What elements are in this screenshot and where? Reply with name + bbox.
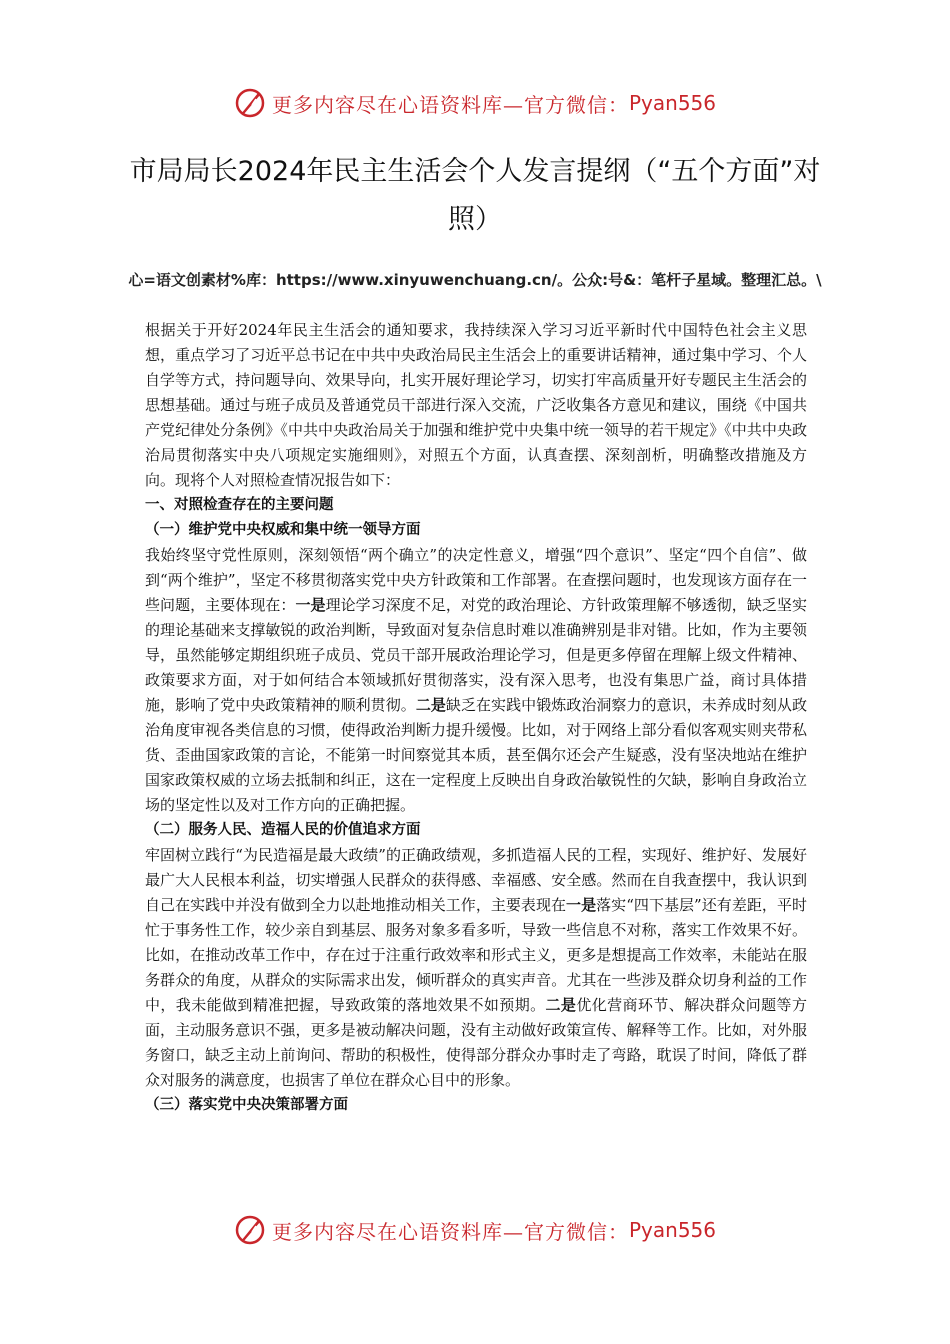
paragraph-2-part-b: 落实“四下基层”还有差距，平时忙于事务性工作，较少亲自到基层、服务对象多看多听，导致一些信息不对称，落实工作效果不好。比如，在推动改革工作中，存在过于注重行政效率和形式主义，更多是想提高工作效率，未能站在服务群众的角度，从群众的实际需求出发，倾听群众的真实声音。尤其在一些涉及群众切身利益的工作中，我未能做到精准把握，导致政策的落地效果不如预期。 bbox=[145, 896, 807, 1014]
paragraph-2-part-c: 优化营商环节、解决群众问题等方面，主动服务意识不强，更多是被动解决问题，没有主动做好政策宣传、解释等工作。比如，对外服务窗口，缺乏主动上前询问、帮助的积极性，使得部分群众办事时走了弯路，耽误了时间，降低了群众对服务的满意度，也损害了单位在群众心目中的形象。 bbox=[145, 996, 807, 1089]
paragraph-1-part-b: 理论学习深度不足，对党的政治理论、方针政策理解不够透彻，缺乏坚实的理论基础来支撑敏锐的政治判断，导致面对复杂信息时难以准确辨别是非对错。比如，作为主要领导，虽然能够定期组织班子成员、党员干部开展政治理论学习，但是更多停留在理解上级文件精神、政策要求方面，对于如何结合本领域抓好贯彻落实，没有深入思考，也没有集思广益，商讨具体措施，影响了党中央政策精神的顺利贯彻。 bbox=[145, 596, 807, 714]
quill-pen-logo-icon bbox=[234, 87, 266, 119]
bottom-banner bbox=[0, 1210, 950, 1250]
paragraph-2-marker-2: 二是 bbox=[545, 996, 577, 1014]
intro-paragraph: 根据关于开好2024年民主生活会的通知要求，我持续深入学习习近平新时代中国特色社会主义思想，重点学习了习近平总书记在中共中央政治局民主生活会上的重要讲话精神，通过集中学习、个人自学等方式，持问题导向、效果导向，扎实开展好理论学习，切实打牢高质量开好专题民主生活会的思想基础。通过与班子成员及普通党员干部进行深入交流，广泛收集各方意见和建议，围绕《中国共产党纪律处分条例》《中共中央政治局关于加强和维护党中央集中统一领导的若干规定》《中共中央政治局贯彻落实中央八项规定实施细则》，对照五个方面，认真查摆、深刻剖析，明确整改措施及方向。现将个人对照检查情况报告如下： bbox=[145, 321, 807, 489]
source-line: 心=语文创素材%库：https://www.xinyuwenchuang.cn/。公众:号&：笔杆子星域。整理汇总。\ bbox=[128, 271, 822, 289]
document-body bbox=[145, 318, 807, 1118]
document-title: 市局局长2024年民主生活会个人发言提纲（“五个方面”对照） bbox=[129, 156, 821, 235]
subsection-heading-2: （二）服务人民、造福人民的价值追求方面 bbox=[145, 822, 421, 838]
paragraph-1-marker-1: 一是 bbox=[295, 596, 326, 614]
paragraph-2-marker-1: 一是 bbox=[566, 896, 597, 914]
top-banner bbox=[0, 83, 950, 123]
banner-text: 更多内容尽在心语资料库—官方微信： bbox=[271, 1219, 629, 1244]
banner-text: 更多内容尽在心语资料库—官方微信： bbox=[271, 92, 629, 117]
paragraph-2 bbox=[145, 843, 807, 1093]
paragraph-1-part-c: 缺乏在实践中锻炼政治洞察力的意识，未养成时刻从政治角度审视各类信息的习惯，使得政治判断力提升缓慢。比如，对于网络上部分看似客观实则夹带私货、歪曲国家政策的言论，不能第一时间察觉其本质，甚至偶尔还会产生疑惑，没有坚决地站在维护国家政策权威的立场去抵制和纠正，这在一定程度上反映出自身政治敏锐性的欠缺，影响自身政治立场的坚定性以及对工作方向的正确把握。 bbox=[145, 696, 807, 814]
paragraph-1-marker-2: 二是 bbox=[415, 696, 446, 714]
section-heading-1: 一、对照检查存在的主要问题 bbox=[145, 497, 334, 513]
banner-account: Pyan556 bbox=[628, 1218, 716, 1242]
subsection-heading-3: （三）落实党中央决策部署方面 bbox=[145, 1097, 348, 1113]
subsection-heading-1: （一）维护党中央权威和集中统一领导方面 bbox=[145, 522, 421, 538]
paragraph-2-part-a: 牢固树立践行“为民造福是最大政绩”的正确政绩观，多抓造福人民的工程，实现好、维护好、发展好最广大人民根本利益，切实增强人民群众的获得感、幸福感、安全感。然而在自我查摆中，我认识到自己在实践中并没有做到全力以赴地推动相关工作，主要表现在 bbox=[145, 846, 807, 914]
paragraph-1-part-a: 我始终坚守党性原则，深刻领悟“两个确立”的决定性意义，增强“四个意识”、坚定“四个自信”、做到“两个维护”，坚定不移贯彻落实党中央方针政策和工作部署。在查摆问题时，也发现该方面存在一些问题，主要体现在： bbox=[145, 546, 807, 614]
banner-account: Pyan556 bbox=[628, 91, 716, 115]
quill-pen-logo-icon bbox=[234, 1214, 266, 1246]
paragraph-1 bbox=[145, 543, 807, 818]
